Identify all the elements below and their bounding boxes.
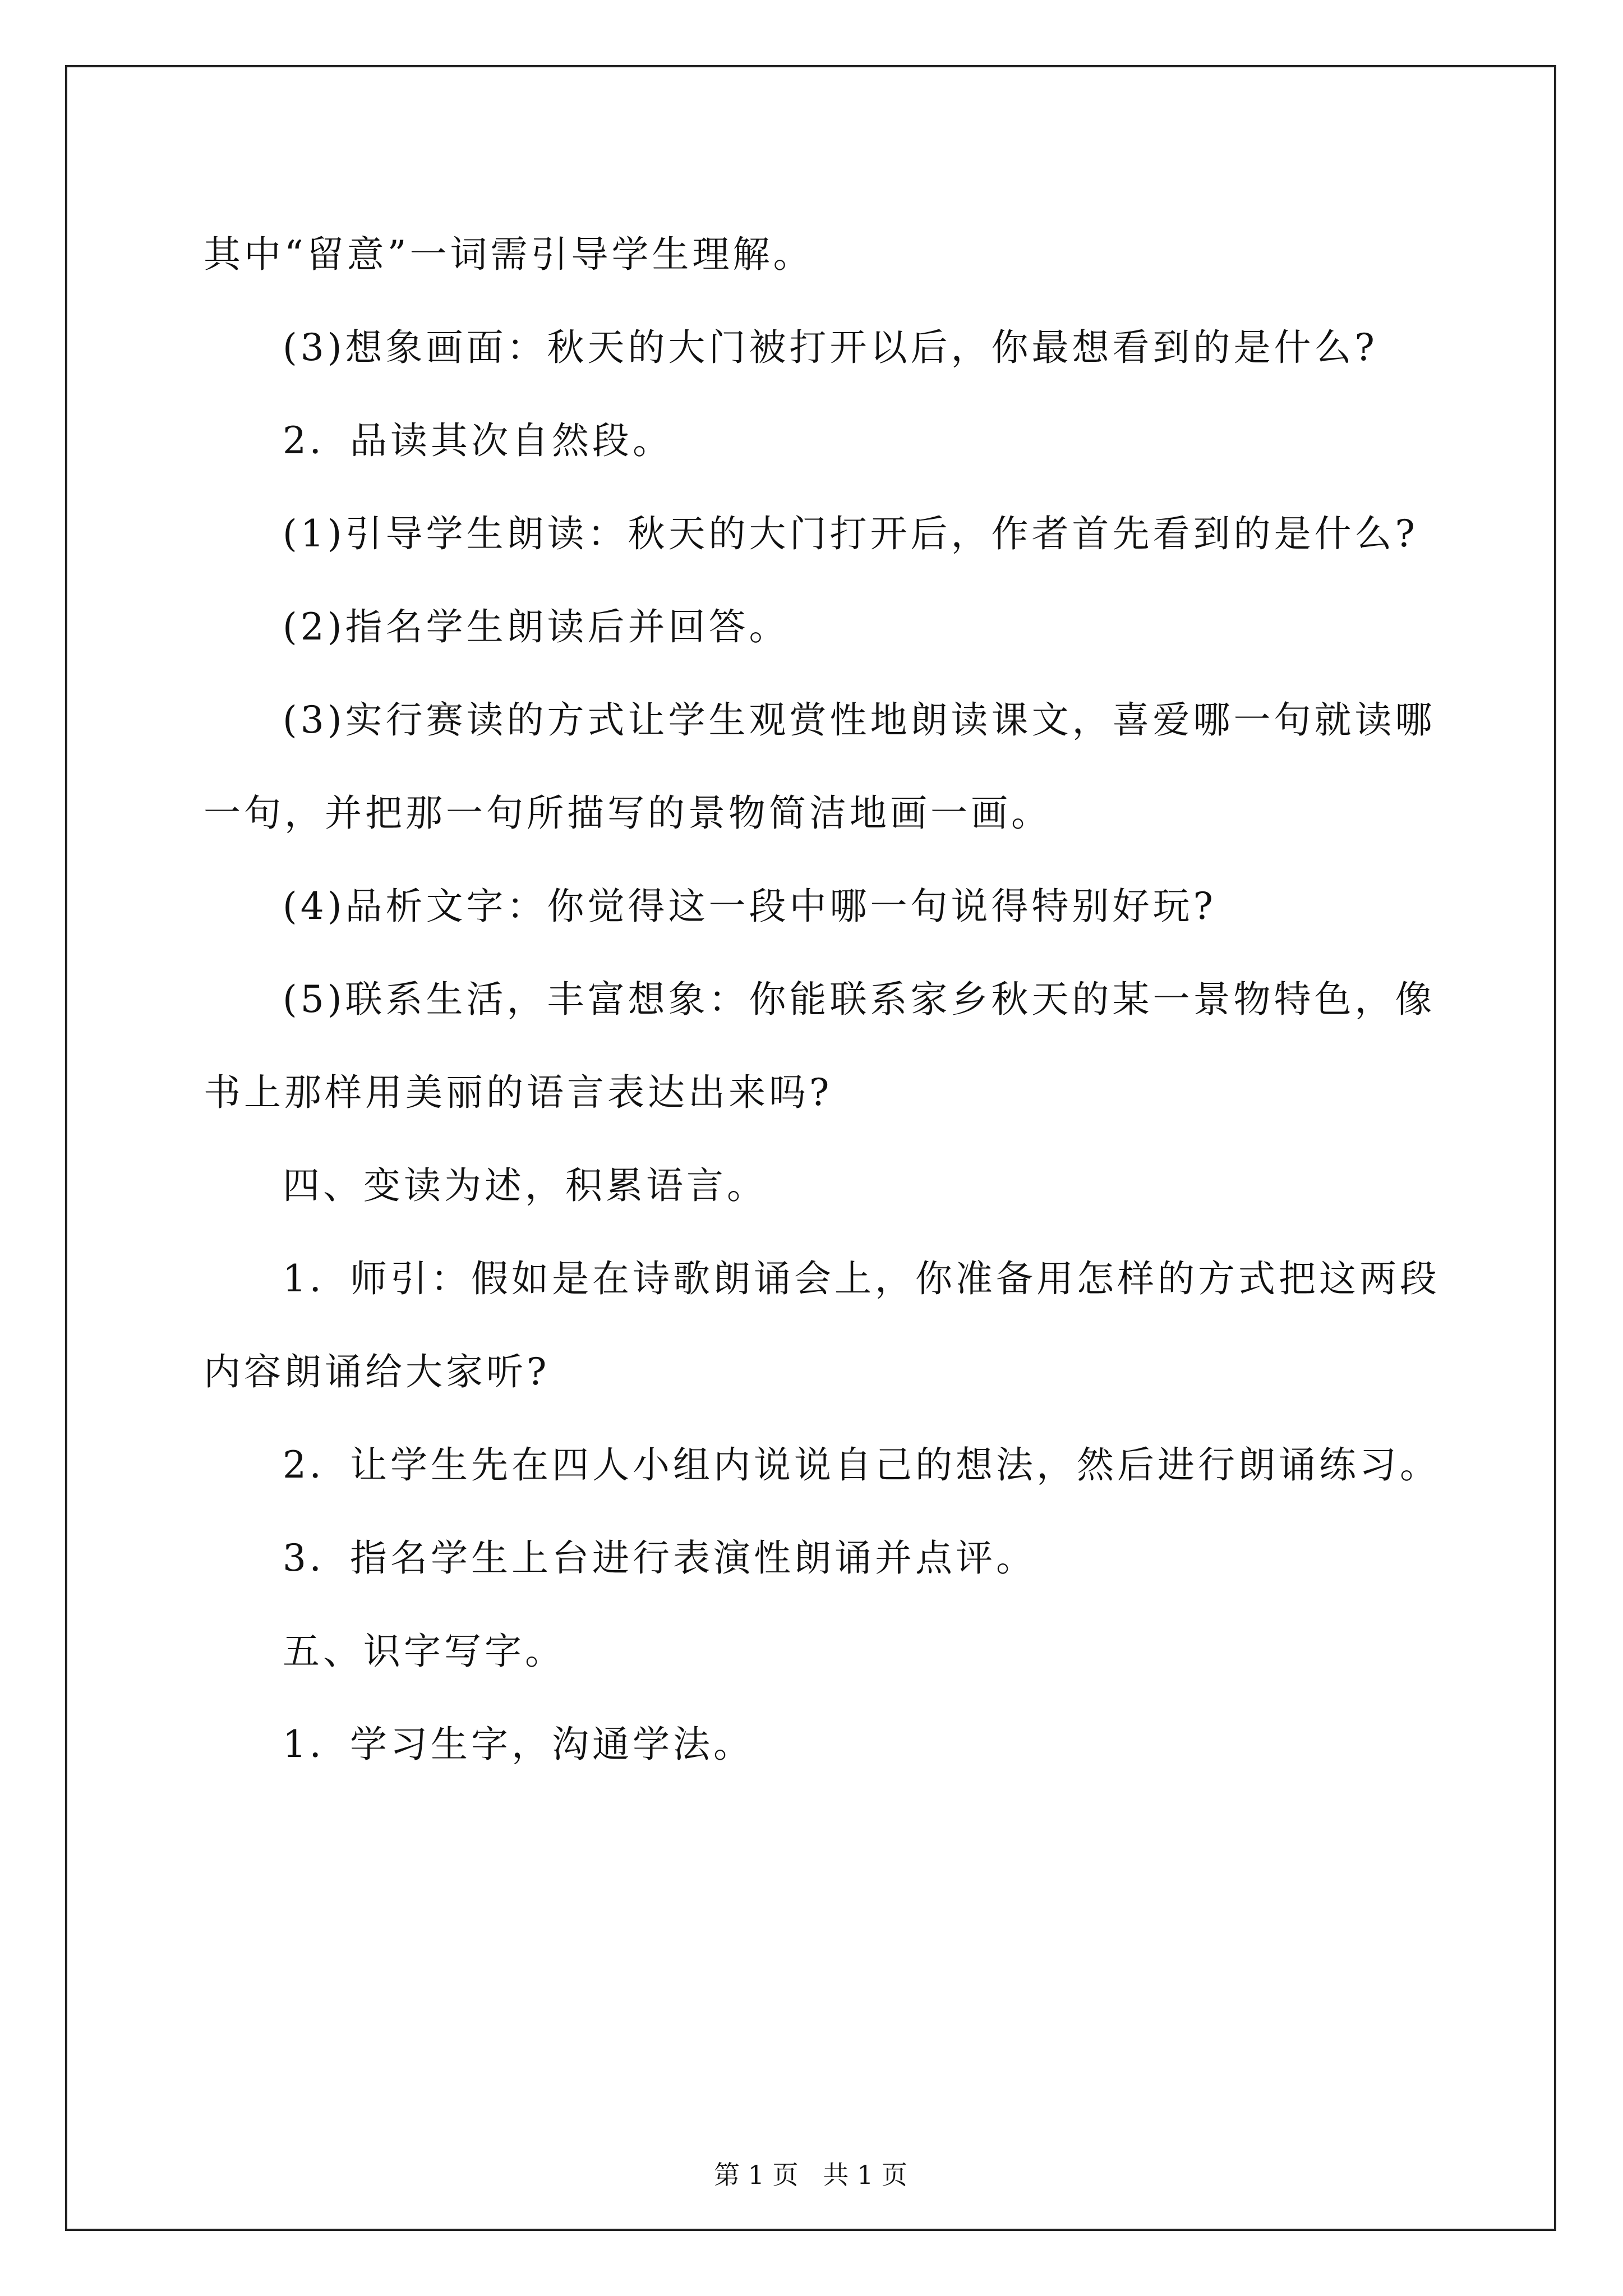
paragraph-line: 1．学习生字，沟通学法。 [283,1723,754,1766]
paragraph-line: (2)指名学生朗读后并回答。 [283,605,790,648]
paragraph-line: (1)引导学生朗读：秋天的大门打开后，作者首先看到的是什么? [283,512,1418,555]
paragraph-line: 四、变读为述，积累语言。 [283,1164,767,1207]
paragraph-line: 五、识字写字。 [283,1630,565,1673]
document-body [67,67,1554,2229]
paragraph-line: 其中“留意”一词需引导学生理解。 [204,233,814,276]
paragraph-line: (3)实行赛读的方式让学生观赏性地朗读课文，喜爱哪一句就读哪 [283,698,1436,742]
paragraph-line: 3．指名学生上台进行表演性朗诵并点评。 [283,1536,1036,1580]
page-number-footer: 第 1 页 共 1 页 [714,2160,907,2190]
paragraph-line: 2．让学生先在四人小组内说说自己的想法，然后进行朗诵练习。 [283,1443,1440,1487]
paragraph-line: 1．师引：假如是在诗歌朗诵会上，你准备用怎样的方式把这两段 [283,1257,1440,1300]
paragraph-line: (3)想象画面：秋天的大门被打开以后，你最想看到的是什么? [283,326,1378,369]
paragraph-line: (4)品析文字：你觉得这一段中哪一句说得特别好玩? [283,885,1216,928]
paragraph-line: 书上那样用美丽的语言表达出来吗? [204,1071,833,1114]
paragraph-line: 2．品读其次自然段。 [283,419,673,462]
paragraph-line: 一句，并把那一句所描写的景物简洁地画一画。 [204,792,1052,835]
paragraph-line: (5)联系生活，丰富想象：你能联系家乡秋天的某一景物特色，像 [283,978,1436,1021]
page-frame [65,65,1556,2231]
paragraph-line: 内容朗诵给大家听? [204,1350,550,1393]
